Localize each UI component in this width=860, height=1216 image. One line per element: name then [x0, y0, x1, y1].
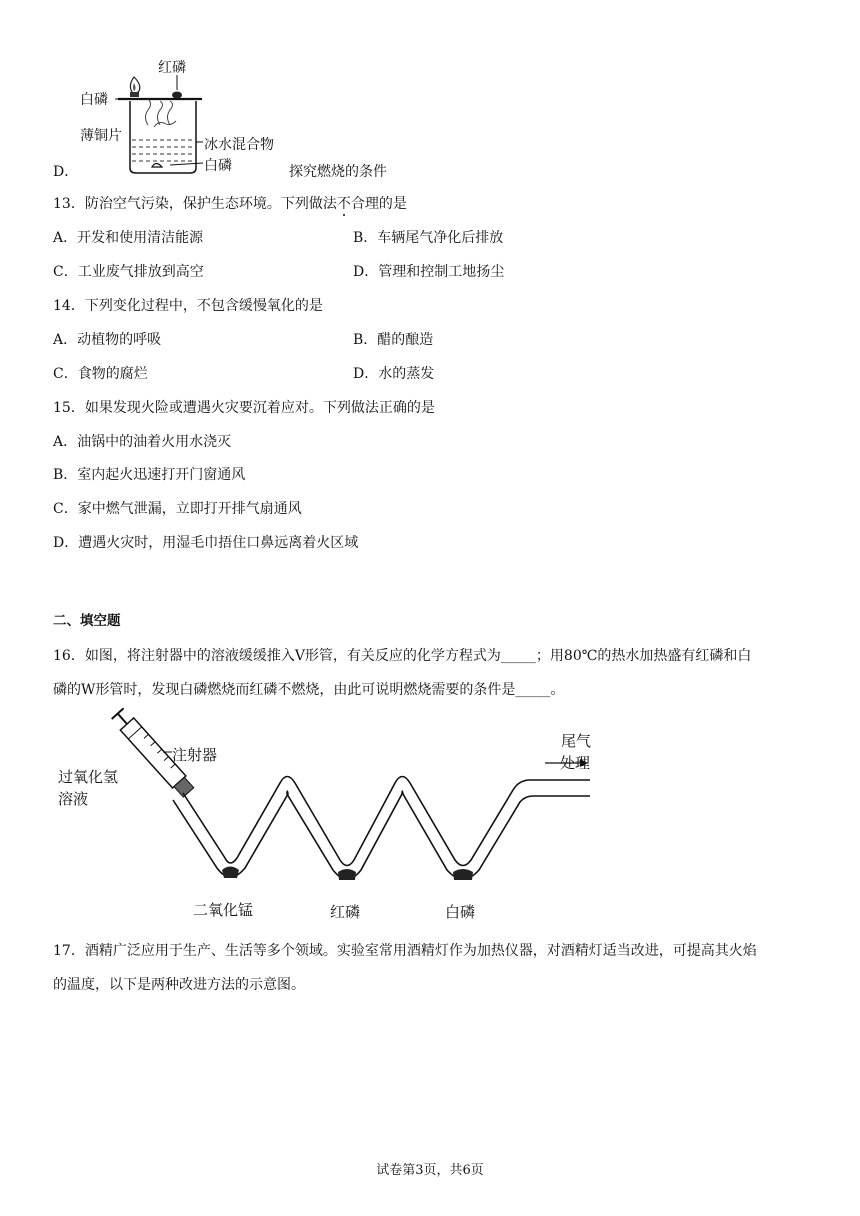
label-red-phosphorus: 红磷 [158, 60, 186, 76]
q13-option-d[interactable]: D．管理和控制工地扬尘 [353, 264, 505, 280]
q13-stem-after: 合理的是 [350, 196, 407, 212]
q13-option-c[interactable]: C．工业废气排放到高空 [53, 264, 204, 280]
q13-emphasis-not: 不 [336, 196, 351, 212]
q14-option-d[interactable]: D．水的蒸发 [353, 366, 435, 382]
figure-16-w-tube [55, 708, 615, 923]
question-15-stem: 15．如果发现火险或遭遇火灾要沉着应对。下列做法正确的是 [53, 400, 435, 416]
q14-option-a[interactable]: A．动植物的呼吸 [53, 332, 162, 348]
label-h2o2-line-1: 过氧化氢 [58, 768, 119, 786]
question-16-line-2: 磷的W形管时，发现白磷燃烧而红磷不燃烧，由此可说明燃烧需要的条件是_____。 [53, 682, 565, 698]
label-ice-water: 冰水混合物 [204, 137, 274, 153]
label-white-phosphorus-w: 白磷 [445, 903, 476, 921]
label-h2o2-line-2: 溶液 [58, 790, 89, 808]
label-exhaust-line-1: 尾气 [561, 732, 592, 750]
q14-option-c[interactable]: C．食物的腐烂 [53, 366, 148, 382]
q15-option-b[interactable]: B．室内起火迅速打开门窗通风 [53, 467, 246, 483]
label-exhaust-line-2: 处理 [560, 754, 591, 772]
q14-option-b[interactable]: B．醋的酿造 [353, 332, 434, 348]
label-red-phosphorus-w: 红磷 [330, 903, 361, 921]
q13-stem-before: 13．防治空气污染，保护生态环境。下列做法 [53, 196, 337, 212]
section-2-title: 二、填空题 [53, 613, 121, 629]
label-white-phosphorus-top: 白磷 [80, 92, 108, 108]
label-copper-sheet: 薄铜片 [80, 128, 122, 144]
question-17-line-2: 的温度，以下是两种改进方法的示意图。 [53, 977, 305, 993]
q15-option-a[interactable]: A．油锅中的油着火用水浇灭 [53, 434, 232, 450]
page-footer: 试卷第3页，共6页 [376, 1163, 484, 1178]
question-17-line-1: 17．酒精广泛应用于生产、生活等多个领域。实验室常用酒精灯作为加热仪器，对酒精灯适当改进，可提高其火焰 [53, 943, 757, 959]
question-16-line-1: 16．如图，将注射器中的溶液缓缓推入V形管，有关反应的化学方程式为_____；用80℃的热水加热盛有红磷和白 [53, 648, 752, 664]
q13-option-a[interactable]: A．开发和使用清洁能源 [53, 230, 204, 246]
label-mno2: 二氧化锰 [193, 901, 254, 919]
w-tube-diagram [55, 708, 615, 923]
question-13-stem [53, 194, 407, 214]
question-14-stem: 14．下列变化过程中，不包含缓慢氧化的是 [53, 298, 323, 314]
figure-d-caption: 探究燃烧的条件 [289, 164, 387, 180]
q15-option-d[interactable]: D．遭遇火灾时，用湿毛巾捂住口鼻远离着火区域 [53, 535, 359, 551]
label-white-phosphorus-bottom: 白磷 [204, 158, 232, 174]
label-syringe: 注射器 [172, 746, 218, 764]
option-d-letter: D． [53, 164, 79, 180]
q13-option-b[interactable]: B．车辆尾气净化后排放 [353, 230, 504, 246]
q15-option-c[interactable]: C．家中燃气泄漏，立即打开排气扇通风 [53, 501, 302, 517]
